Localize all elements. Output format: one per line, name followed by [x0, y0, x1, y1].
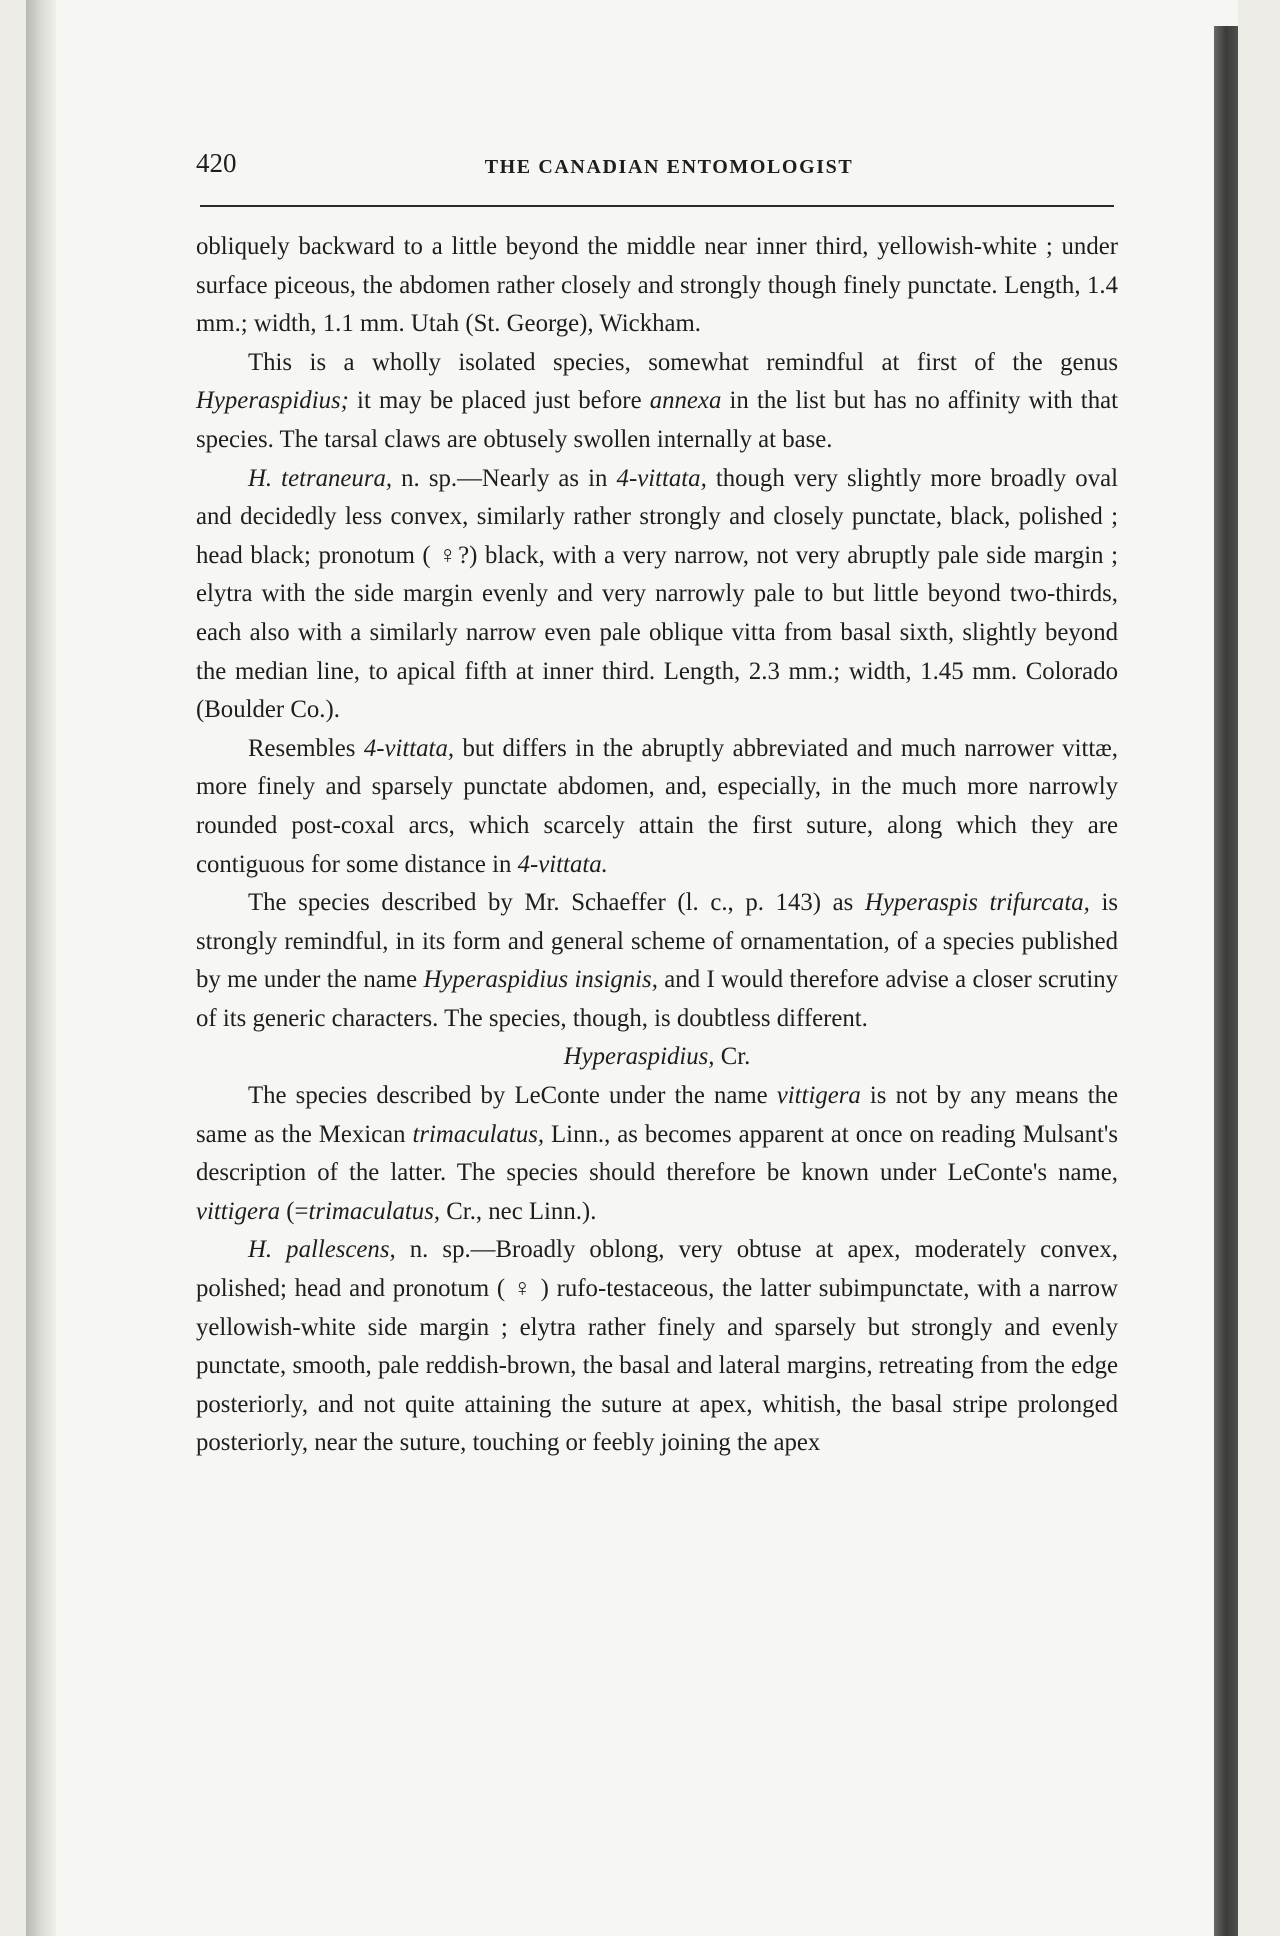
- paragraph: [196, 228, 1118, 344]
- text-segment: is strongly remindful, in its form and general scheme of ornamentation, of a species published by me under the name: [196, 889, 1118, 994]
- text-segment: is not by any means the same as the Mexican: [196, 1082, 1118, 1148]
- page-gutter-shadow: [26, 0, 56, 1936]
- text-segment: and I would therefore advise a closer scrutiny of its generic characters. The species, though, is doubtless different.: [196, 966, 1119, 1032]
- italic-text: 4-vittata,: [616, 464, 707, 492]
- paragraph: [196, 1231, 1118, 1463]
- page-header: [196, 148, 1116, 192]
- italic-text: vittigera: [196, 1197, 281, 1225]
- text-segment: in the list but has no affinity with that species. The tarsal claws are obtusely swollen internally at base.: [196, 387, 1118, 453]
- paragraph: [196, 730, 1118, 884]
- text-segment: This is a wholly isolated species, somewhat remindful at first of the genus: [248, 348, 1118, 376]
- italic-text: annexa: [649, 387, 722, 415]
- page-number: 420: [196, 148, 237, 178]
- italic-text: Hyperaspis trifurcata,: [864, 889, 1090, 917]
- text-segment: obliquely backward to a little beyond the middle near inner third, yellowish-white ; under surface piceous, the abdomen rather closely and strongly though finely punctate. Length, 1.4 mm.; width, 1.1 mm. Utah (St. George), Wickham.: [196, 233, 1118, 338]
- italic-text: 4-vittata,: [363, 734, 455, 762]
- paragraph: [196, 884, 1118, 1038]
- italic-text: trimaculatus,: [308, 1197, 441, 1225]
- italic-text: trimaculatus,: [412, 1120, 545, 1148]
- italic-text: H. pallescens,: [248, 1236, 396, 1264]
- paragraph: [196, 344, 1118, 460]
- italic-text: Hyperaspidius insignis,: [423, 966, 658, 994]
- italic-text: vittigera: [776, 1082, 861, 1110]
- italic-text: Hyperaspidius;: [196, 387, 349, 415]
- italic-text: Hyperaspidius,: [563, 1043, 715, 1071]
- text-segment: Linn., as becomes apparent at once on reading Mulsant's description of the latter. The species should therefore be known under LeConte's name,: [196, 1120, 1118, 1187]
- paragraph: [196, 460, 1118, 730]
- italic-text: H. tetraneura,: [248, 464, 393, 492]
- running-title: THE CANADIAN ENTOMOLOGIST: [484, 156, 854, 178]
- text-segment: but differs in the abruptly abbreviated and much narrower vittæ, more finely and sparsely punctate abdomen, and, especially, in the much more narrowly rounded post-coxal arcs, which scarcely attain the first suture, along which they are contiguous for some distance in: [196, 734, 1118, 878]
- paragraph: [196, 1077, 1118, 1231]
- text-segment: Cr., nec Linn.).: [440, 1197, 597, 1225]
- text-segment: n. sp.—Nearly as in: [392, 464, 617, 492]
- text-segment: n. sp.—Broadly oblong, very obtuse at apex, moderately convex, polished; head and pronotum ( ♀ ) rufo-testaceous, the latter subimpunctate, with a narrow yellowish-white side margin ; elytra rather finely and sparsely but strongly and evenly punctate, smooth, pale reddish-brown, the basal and lateral margins, retreating from the edge posteriorly, and not quite attaining the suture at apex, whitish, the basal stripe prolonged posteriorly, near the suture, touching or feebly joining the apex: [196, 1236, 1118, 1457]
- text-segment: Resembles: [248, 734, 364, 762]
- facing-page-edge: [1214, 26, 1238, 1936]
- section-heading: [196, 1038, 1118, 1077]
- italic-text: 4-vittata.: [517, 850, 608, 878]
- text-segment: it may be placed just before: [348, 387, 650, 415]
- text-segment: (=: [280, 1197, 309, 1225]
- text-segment: The species described by Mr. Schaeffer (l. c., p. 143) as: [248, 889, 865, 917]
- text-segment: Cr.: [714, 1043, 751, 1071]
- body-text: [196, 228, 1118, 1463]
- header-rule: [200, 205, 1114, 207]
- text-segment: The species described by LeConte under the name: [248, 1082, 777, 1110]
- text-segment: though very slightly more broadly oval and decidedly less convex, similarly rather strongly and closely punctate, black, polished ; head black; pronotum ( ♀?) black, with a very narrow, not very abruptly pale side margin ; elytra with the side margin evenly and very narrowly pale to but little beyond two-thirds, each also with a similarly narrow even pale oblique vitta from basal sixth, slightly beyond the median line, to apical fifth at inner third. Length, 2.3 mm.; width, 1.45 mm. Colorado (Boulder Co.).: [196, 464, 1118, 724]
